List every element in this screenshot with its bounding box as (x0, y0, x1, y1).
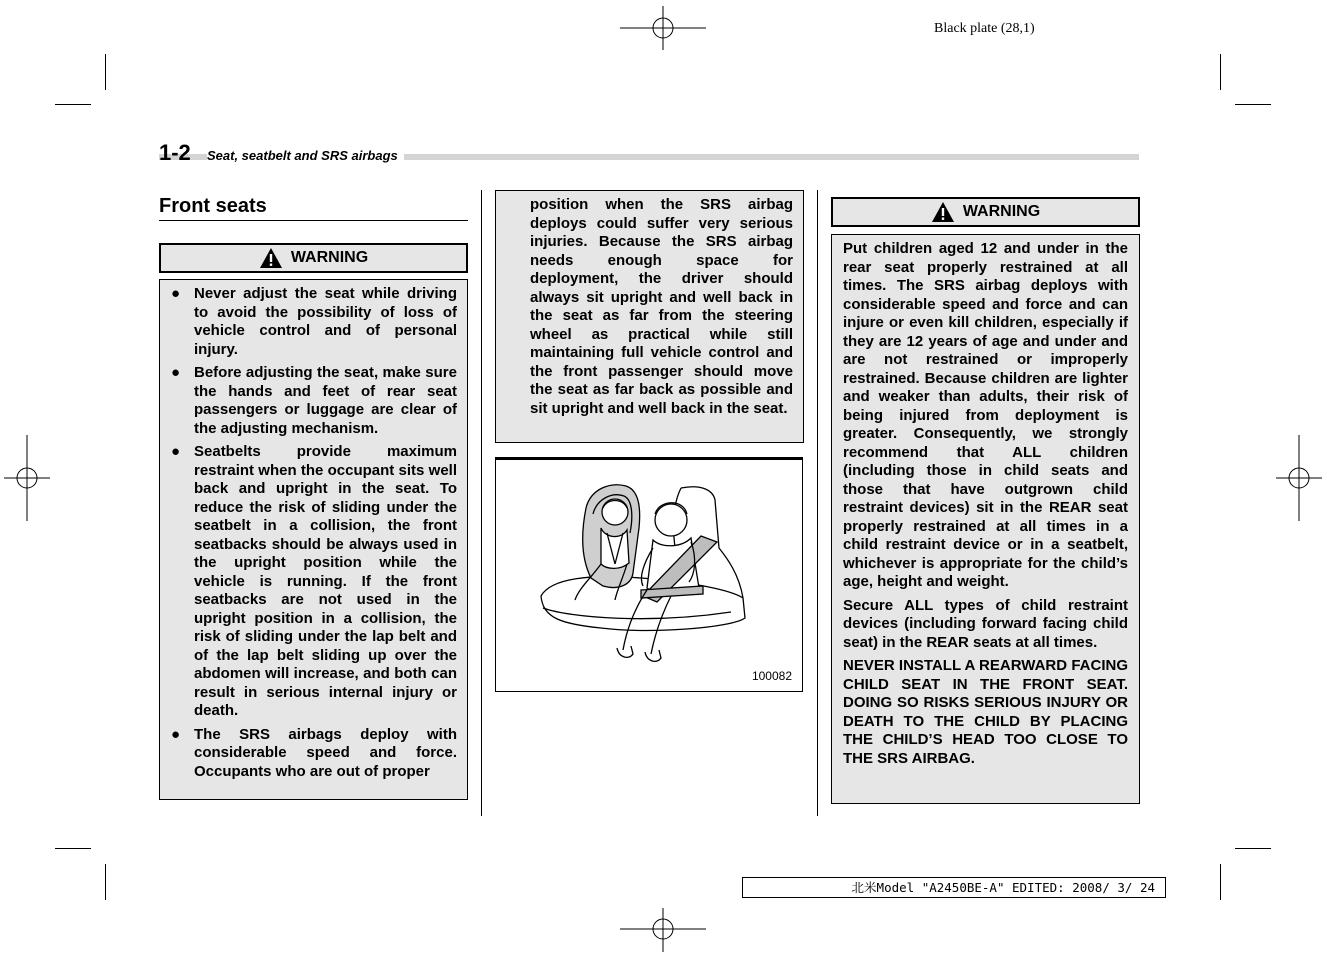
list-item: ● Seatbelts provide maximum restraint when the occupant sits well back and upright in the seat. To reduce the risk of sliding under the seatbelt in a collision, the front seatbacks should be always used in the upright position while the vehicle is running. If the front seatbacks are not used in the upright position in a collision, the risk of sliding under the lap belt and of the lap belt sliding up over the abdomen will increase, and both can result in serious internal injury or death. (171, 443, 457, 719)
figure-id: 100082 (751, 669, 792, 683)
warning-header-2 (831, 197, 1140, 227)
registration-mark-bottom (620, 908, 706, 952)
section-title: Front seats (159, 195, 267, 217)
warning-header-1 (159, 243, 468, 273)
column-divider-1 (481, 190, 482, 816)
warning-paragraph: Secure ALL types of child restraint devices (including forward facing child seat) in the REAR seats at all times. (843, 596, 1128, 651)
figure-child-seat (495, 457, 803, 692)
column-divider-2 (817, 190, 818, 816)
warning-label: WARNING (290, 249, 369, 266)
warning-box-2 (831, 234, 1140, 804)
footer-edit-info: 北米Model "A2450BE-A" EDITED: 2008/ 3/ 24 (742, 877, 1166, 898)
chapter-title: Seat, seatbelt and SRS airbags (207, 148, 404, 163)
warning-triangle-icon (931, 201, 955, 223)
plate-label: Black plate (28,1) (934, 21, 1035, 36)
page-number: 1-2 (159, 140, 191, 165)
list-item: ● Before adjusting the seat, make sure the hands and feet of rear seat passengers or luggage are clear of the adjusting mechanism. (171, 364, 457, 437)
registration-mark-top (620, 6, 706, 50)
list-item: ● The SRS airbags deploy with considerable speed and force. Occupants who are out of proper (171, 725, 457, 780)
title-underline (159, 220, 468, 221)
list-item: ● Never adjust the seat while driving to avoid the possibility of loss of vehicle control and of personal injury. (171, 285, 457, 358)
registration-mark-left (4, 435, 50, 521)
registration-mark-right (1276, 435, 1322, 521)
warning-box-1 (159, 279, 468, 800)
warning-label: WARNING (962, 203, 1041, 220)
continued-text: position when the SRS airbag deploys could suffer very serious injuries. Because the SRS airbag needs enough space for deployment, the driver should always sit upright and well back in the seat as far from the steering wheel as practical while still maintaining full vehicle control and the front passenger should move the seat as far back as possible and sit upright and well back in the seat. (530, 196, 793, 417)
child-seat-illustration (531, 478, 761, 678)
warning-paragraph: Put children aged 12 and under in the rear seat properly restrained at all times. The SRS airbag deploys with considerable speed and force and can injure or even kill children, especially if they are 12 years of age and under and are not restrained or improperly restrained. Because children are lighter and weaker than adults, their risk of being injured from deployment is greater. Consequently, we strongly recommend that ALL children (including those in child seats and those that have outgrown child restraint devices) sit in the REAR seat properly restrained at all times in a child restraint device or in a seatbelt, whichever is appropriate for the child’s age, height and weight. (843, 240, 1128, 590)
warning-box-continued (495, 190, 804, 443)
warning-triangle-icon (259, 247, 283, 269)
warning-paragraph: NEVER INSTALL A REARWARD FACING CHILD SEAT IN THE FRONT SEAT. DOING SO RISKS SERIOUS INJURY OR DEATH TO THE CHILD BY PLACING THE CHILD’S HEAD TOO CLOSE TO THE SRS AIRBAG. (843, 657, 1128, 767)
